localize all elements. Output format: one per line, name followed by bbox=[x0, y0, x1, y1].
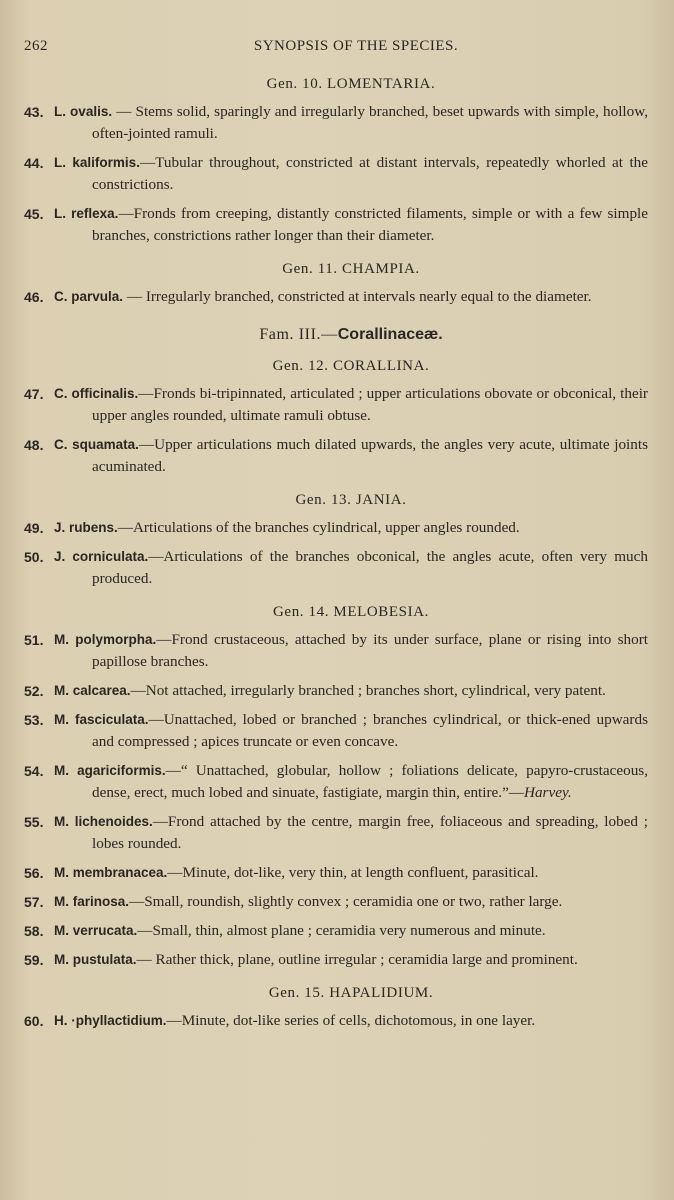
species-name: H. ·phyllactidium. bbox=[54, 1013, 167, 1028]
family-name: Corallinaceæ. bbox=[337, 326, 443, 343]
species-entry-45 bbox=[24, 203, 648, 247]
entry-number: 54. bbox=[24, 763, 44, 779]
family-prefix: Fam. III.— bbox=[259, 326, 338, 343]
species-entry-43 bbox=[24, 101, 648, 145]
species-description: — Irregularly branched, constricted at intervals nearly equal to the diameter. bbox=[123, 288, 592, 305]
species-entry-60 bbox=[24, 1010, 648, 1032]
genus-heading-corallina: Gen. 12. CORALLINA. bbox=[272, 358, 430, 374]
species-description: —Articulations of the branches obconical, the angles acute, often very much produced. bbox=[92, 548, 648, 587]
species-name: C. officinalis. bbox=[54, 386, 139, 401]
entry-number: 50. bbox=[24, 549, 44, 565]
species-name: M. verrucata. bbox=[54, 923, 138, 938]
species-name: M. membranacea. bbox=[54, 865, 168, 880]
species-name: M. farinosa. bbox=[54, 894, 130, 909]
species-name: M. pustulata. bbox=[54, 952, 137, 967]
page-number: 262 bbox=[24, 38, 48, 54]
species-name: L. kaliformis. bbox=[54, 155, 140, 170]
species-entry-58 bbox=[24, 920, 648, 942]
species-name: C. squamata. bbox=[54, 437, 139, 452]
species-name: L. ovalis. bbox=[54, 104, 113, 119]
species-name: L. reflexa. bbox=[54, 206, 119, 221]
entry-number: 56. bbox=[24, 865, 44, 881]
species-entry-54 bbox=[24, 760, 648, 804]
entry-number: 59. bbox=[24, 952, 44, 968]
species-entry-51 bbox=[24, 629, 648, 673]
genus-heading-champia: Gen. 11. CHAMPIA. bbox=[282, 261, 420, 277]
entry-number: 43. bbox=[24, 104, 44, 120]
species-name: J. corniculata. bbox=[54, 549, 149, 564]
entry-number: 58. bbox=[24, 923, 44, 939]
species-description: —Minute, dot-like, very thin, at length confluent, parasitical. bbox=[167, 864, 539, 881]
entry-number: 53. bbox=[24, 712, 44, 728]
species-description: —Articulations of the branches cylindrical, upper angles rounded. bbox=[117, 519, 520, 536]
species-entry-52 bbox=[24, 680, 648, 702]
entry-number: 48. bbox=[24, 437, 44, 453]
genus-heading-hapalidium: Gen. 15. HAPALIDIUM. bbox=[268, 985, 434, 1001]
genus-heading-lomentaria: Gen. 10. LOMENTARIA. bbox=[266, 76, 436, 92]
species-entry-48 bbox=[24, 434, 648, 478]
species-entry-56 bbox=[24, 862, 648, 884]
species-description: —Unattached, lobed or branched ; branches cylindrical, or thick-ened upwards and compressed ; apices truncate or even concave. bbox=[92, 711, 648, 750]
species-description: — Stems solid, sparingly and irregularly branched, beset upwards with simple, hollow, often-jointed ramuli. bbox=[92, 103, 648, 142]
species-entry-53 bbox=[24, 709, 648, 753]
species-description: —Frond attached by the centre, margin free, foliaceous and spreading, lobed ; lobes rounded. bbox=[92, 813, 648, 852]
species-name: M. agariciformis. bbox=[54, 763, 166, 778]
species-entry-44 bbox=[24, 152, 648, 196]
entry-number: 44. bbox=[24, 155, 44, 171]
author-attribution: Harvey. bbox=[524, 784, 572, 801]
entry-number: 49. bbox=[24, 520, 44, 536]
species-description: —Upper articulations much dilated upwards, the angles very acute, ultimate joints acuminated. bbox=[92, 436, 649, 475]
species-entry-47 bbox=[24, 383, 648, 427]
running-title: SYNOPSIS OF THE SPECIES. bbox=[253, 38, 459, 54]
species-description: —Small, roundish, slightly convex ; ceramidia one or two, rather large. bbox=[129, 893, 563, 910]
species-description: —Minute, dot-like series of cells, dichotomous, in one layer. bbox=[166, 1012, 536, 1029]
genus-heading-jania: Gen. 13. JANIA. bbox=[295, 492, 407, 508]
entry-number: 52. bbox=[24, 683, 44, 699]
species-entry-59 bbox=[24, 949, 648, 971]
family-heading-corallinaceae bbox=[24, 326, 648, 344]
genus-heading-melobesia: Gen. 14. MELOBESIA. bbox=[273, 604, 429, 620]
entry-number: 57. bbox=[24, 894, 44, 910]
species-description: —Small, thin, almost plane ; ceramidia very numerous and minute. bbox=[137, 922, 546, 939]
species-entry-46 bbox=[24, 286, 648, 308]
species-name: C. parvula. bbox=[54, 289, 124, 304]
species-description: — Rather thick, plane, outline irregular ; ceramidia large and prominent. bbox=[136, 951, 578, 968]
species-name: J. rubens. bbox=[54, 520, 118, 535]
entry-number: 46. bbox=[24, 289, 44, 305]
species-name: M. lichenoides. bbox=[54, 814, 153, 829]
entry-number: 45. bbox=[24, 206, 44, 222]
species-name: M. calcarea. bbox=[54, 683, 131, 698]
species-description: —Not attached, irregularly branched ; branches short, cylindrical, very patent. bbox=[130, 682, 606, 699]
species-entry-50 bbox=[24, 546, 648, 590]
entry-number: 60. bbox=[24, 1013, 44, 1029]
species-entry-49 bbox=[24, 517, 648, 539]
species-entry-55 bbox=[24, 811, 648, 855]
entry-number: 51. bbox=[24, 632, 44, 648]
entry-number: 47. bbox=[24, 386, 44, 402]
entry-number: 55. bbox=[24, 814, 44, 830]
species-description: —Fronds bi-tripinnated, articulated ; upper articulations obovate or obconical, their upper angles rounded, ultimate ramuli obtuse. bbox=[92, 385, 648, 424]
species-description: —“ Unattached, globular, hollow ; foliations delicate, papyro-crustaceous, dense, erect, much lobed and sinuate, fastigiate, margin thin, entire.”— bbox=[92, 762, 648, 801]
species-description: —Fronds from creeping, distantly constricted filaments, simple or with a few simple branches, constrictions rather longer than their diameter. bbox=[92, 205, 648, 244]
species-name: M. polymorpha. bbox=[54, 632, 157, 647]
species-description: —Frond crustaceous, attached by its under surface, plane or rising into short papillose branches. bbox=[92, 631, 648, 670]
species-name: M. fasciculata. bbox=[54, 712, 149, 727]
species-entry-57 bbox=[24, 891, 648, 913]
running-head bbox=[24, 38, 648, 62]
species-description: —Tubular throughout, constricted at distant intervals, repeatedly whorled at the constrictions. bbox=[92, 154, 649, 193]
